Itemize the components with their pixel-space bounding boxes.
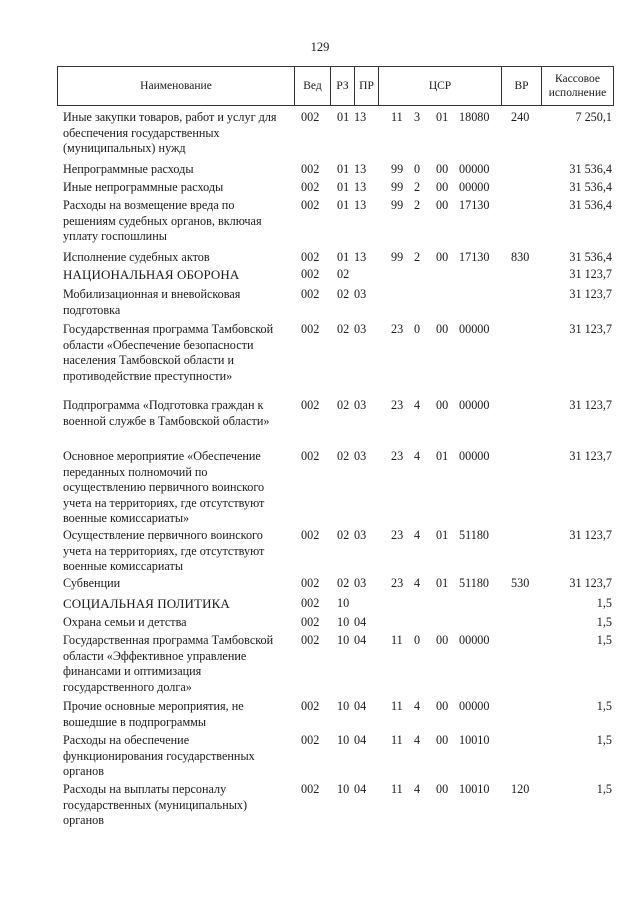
cell-csr-direction: 18080: [459, 110, 490, 124]
cell-csr-subprogram: 3: [414, 110, 421, 124]
cell-vr: 830: [511, 250, 530, 264]
page-number: 129: [310, 40, 330, 54]
table-header: [57, 66, 614, 106]
cell-csr-program: 11: [391, 110, 403, 124]
cell-csr-activity: 00: [436, 633, 449, 647]
cell-pr: 03: [354, 576, 367, 590]
cell-csr-direction: 00000: [459, 162, 490, 176]
cell-ved: 002: [301, 733, 320, 747]
cell-csr-subprogram: 4: [414, 576, 421, 590]
cell-amount: 31 536,4: [569, 180, 612, 194]
cell-csr-subprogram: 4: [414, 699, 421, 713]
row-name: Иные непрограммные расходы: [63, 180, 224, 194]
cell-ved: 002: [301, 449, 320, 463]
cell-amount: 31 123,7: [569, 322, 612, 336]
cell-ved: 002: [301, 162, 320, 176]
column-header-csr: ЦСР: [378, 67, 501, 105]
cell-pr: 04: [354, 633, 367, 647]
row-name: Основное мероприятие «Обеспечение переданных полномочий по осуществлению первичного воинского учета на территориях, где отсутствуют военные комиссариаты»: [63, 449, 265, 526]
cell-csr-program: 11: [391, 699, 403, 713]
cell-rz: 10: [337, 782, 350, 796]
cell-rz: 10: [337, 596, 350, 610]
cell-rz: 01: [337, 250, 350, 264]
cell-rz: 01: [337, 110, 350, 124]
cell-csr-program: 23: [391, 322, 404, 336]
cell-csr-direction: 51180: [459, 576, 490, 590]
cell-ved: 002: [301, 633, 320, 647]
cell-csr-subprogram: 0: [414, 162, 421, 176]
cell-pr: 03: [354, 322, 367, 336]
cell-csr-subprogram: 4: [414, 528, 421, 542]
cell-csr-activity: 00: [436, 198, 449, 212]
cell-csr-program: 23: [391, 528, 404, 542]
cell-ved: 002: [301, 782, 320, 796]
cell-csr-activity: 00: [436, 699, 449, 713]
cell-amount: 31 123,7: [569, 398, 612, 412]
row-name: Государственная программа Тамбовской области «Эффективное управление финансами и оптимизация государственного долга»: [63, 633, 274, 694]
row-name: Расходы на обеспечение функционирования государственных органов: [63, 733, 255, 779]
cell-amount: 1,5: [596, 596, 612, 610]
row-name: Охрана семьи и детства: [63, 615, 187, 629]
cell-ved: 002: [301, 287, 320, 301]
cell-csr-subprogram: 0: [414, 322, 421, 336]
row-name: Государственная программа Тамбовской области «Обеспечение безопасности населения Тамбовской области и противодействие преступности»: [63, 322, 274, 383]
cell-csr-program: 99: [391, 250, 404, 264]
cell-pr: 13: [354, 198, 367, 212]
cell-vr: 120: [511, 782, 530, 796]
cell-csr-program: 11: [391, 633, 403, 647]
cell-amount: 31 123,7: [569, 576, 612, 590]
cell-vr: 530: [511, 576, 530, 590]
cell-csr-subprogram: 2: [414, 250, 421, 264]
cell-csr-direction: 00000: [459, 398, 490, 412]
cell-csr-direction: 00000: [459, 322, 490, 336]
cell-csr-activity: 00: [436, 733, 449, 747]
row-name: Подпрограмма «Подготовка граждан к военной службе в Тамбовской области»: [63, 398, 270, 428]
cell-csr-program: 23: [391, 449, 404, 463]
cell-rz: 02: [337, 449, 350, 463]
column-header-pr: ПР: [354, 67, 378, 105]
cell-csr-activity: 00: [436, 398, 449, 412]
cell-csr-direction: 51180: [459, 528, 490, 542]
row-name: СОЦИАЛЬНАЯ ПОЛИТИКА: [63, 596, 230, 611]
cell-pr: 04: [354, 733, 367, 747]
cell-csr-activity: 00: [436, 250, 449, 264]
cell-amount: 31 123,7: [569, 528, 612, 542]
cell-pr: 13: [354, 110, 367, 124]
row-name: Осуществление первичного воинского учета на территориях, где отсутствуют военные комиссариаты: [63, 528, 265, 574]
cell-amount: 31 123,7: [569, 449, 612, 463]
cell-ved: 002: [301, 596, 320, 610]
cell-csr-program: 11: [391, 733, 403, 747]
row-name: Расходы на возмещение вреда по решениям судебных органов, включая уплату госпошлины: [63, 198, 262, 244]
cell-csr-activity: 00: [436, 162, 449, 176]
column-header-vr: ВР: [501, 67, 541, 105]
cell-pr: 13: [354, 180, 367, 194]
cell-csr-subprogram: 4: [414, 733, 421, 747]
cell-csr-activity: 00: [436, 322, 449, 336]
cell-ved: 002: [301, 180, 320, 194]
cell-csr-activity: 01: [436, 528, 449, 542]
cell-csr-subprogram: 0: [414, 633, 421, 647]
row-name: Мобилизационная и вневойсковая подготовка: [63, 287, 241, 317]
cell-amount: 31 123,7: [569, 267, 612, 281]
cell-csr-activity: 01: [436, 110, 449, 124]
row-name: Прочие основные мероприятия, не вошедшие в подпрограммы: [63, 699, 244, 729]
cell-pr: 03: [354, 398, 367, 412]
cell-pr: 13: [354, 162, 367, 176]
cell-rz: 01: [337, 180, 350, 194]
cell-amount: 7 250,1: [575, 110, 612, 124]
cell-pr: 13: [354, 250, 367, 264]
cell-csr-direction: 17130: [459, 198, 490, 212]
cell-ved: 002: [301, 615, 320, 629]
cell-rz: 02: [337, 267, 350, 281]
cell-csr-subprogram: 4: [414, 398, 421, 412]
cell-csr-direction: 10010: [459, 782, 490, 796]
cell-csr-direction: 10010: [459, 733, 490, 747]
cell-amount: 31 536,4: [569, 162, 612, 176]
cell-amount: 1,5: [596, 633, 612, 647]
cell-csr-program: 99: [391, 162, 404, 176]
cell-ved: 002: [301, 110, 320, 124]
column-header-name: Наименование: [140, 79, 212, 92]
cell-ved: 002: [301, 398, 320, 412]
row-name: Расходы на выплаты персоналу государственных (муниципальных) органов: [63, 782, 248, 828]
cell-rz: 01: [337, 198, 350, 212]
cell-csr-subprogram: 4: [414, 782, 421, 796]
cell-csr-program: 99: [391, 198, 404, 212]
cell-csr-program: 23: [391, 398, 404, 412]
cell-amount: 31 536,4: [569, 250, 612, 264]
cell-rz: 02: [337, 287, 350, 301]
cell-amount: 1,5: [596, 615, 612, 629]
cell-pr: 03: [354, 449, 367, 463]
cell-rz: 01: [337, 162, 350, 176]
cell-vr: 240: [511, 110, 530, 124]
cell-csr-subprogram: 2: [414, 180, 421, 194]
cell-amount: 1,5: [596, 782, 612, 796]
cell-csr-direction: 00000: [459, 699, 490, 713]
cell-rz: 10: [337, 633, 350, 647]
cell-pr: 03: [354, 528, 367, 542]
row-name: Субвенции: [63, 576, 121, 590]
cell-csr-activity: 00: [436, 782, 449, 796]
cell-ved: 002: [301, 267, 320, 281]
cell-csr-direction: 00000: [459, 180, 490, 194]
cell-pr: 04: [354, 699, 367, 713]
cell-csr-direction: 00000: [459, 449, 490, 463]
cell-csr-subprogram: 4: [414, 449, 421, 463]
row-name: Исполнение судебных актов: [63, 250, 210, 264]
row-name: Иные закупки товаров, работ и услуг для обеспечения государственных (муниципальных) нужд: [63, 110, 277, 156]
cell-rz: 10: [337, 615, 350, 629]
cell-amount: 1,5: [596, 733, 612, 747]
cell-ved: 002: [301, 250, 320, 264]
row-name: НАЦИОНАЛЬНАЯ ОБОРОНА: [63, 267, 240, 282]
cell-csr-direction: 17130: [459, 250, 490, 264]
cell-rz: 02: [337, 398, 350, 412]
cell-rz: 02: [337, 576, 350, 590]
cell-ved: 002: [301, 198, 320, 212]
column-header-ved: Вед: [294, 67, 330, 105]
row-name: Непрограммные расходы: [63, 162, 194, 176]
cell-ved: 002: [301, 528, 320, 542]
cell-ved: 002: [301, 699, 320, 713]
cell-csr-program: 11: [391, 782, 403, 796]
cell-pr: 04: [354, 782, 367, 796]
cell-rz: 10: [337, 699, 350, 713]
cell-csr-program: 23: [391, 576, 404, 590]
cell-csr-subprogram: 2: [414, 198, 421, 212]
cell-pr: 03: [354, 287, 367, 301]
cell-rz: 02: [337, 322, 350, 336]
column-header-amount: Кассовое исполнение: [541, 67, 613, 105]
cell-ved: 002: [301, 576, 320, 590]
cell-ved: 002: [301, 322, 320, 336]
cell-rz: 10: [337, 733, 350, 747]
cell-rz: 02: [337, 528, 350, 542]
cell-amount: 31 123,7: [569, 287, 612, 301]
cell-pr: 04: [354, 615, 367, 629]
cell-csr-direction: 00000: [459, 633, 490, 647]
cell-csr-program: 99: [391, 180, 404, 194]
cell-csr-activity: 01: [436, 449, 449, 463]
cell-csr-activity: 01: [436, 576, 449, 590]
column-header-rz: РЗ: [330, 67, 354, 105]
cell-csr-activity: 00: [436, 180, 449, 194]
cell-amount: 1,5: [596, 699, 612, 713]
cell-amount: 31 536,4: [569, 198, 612, 212]
